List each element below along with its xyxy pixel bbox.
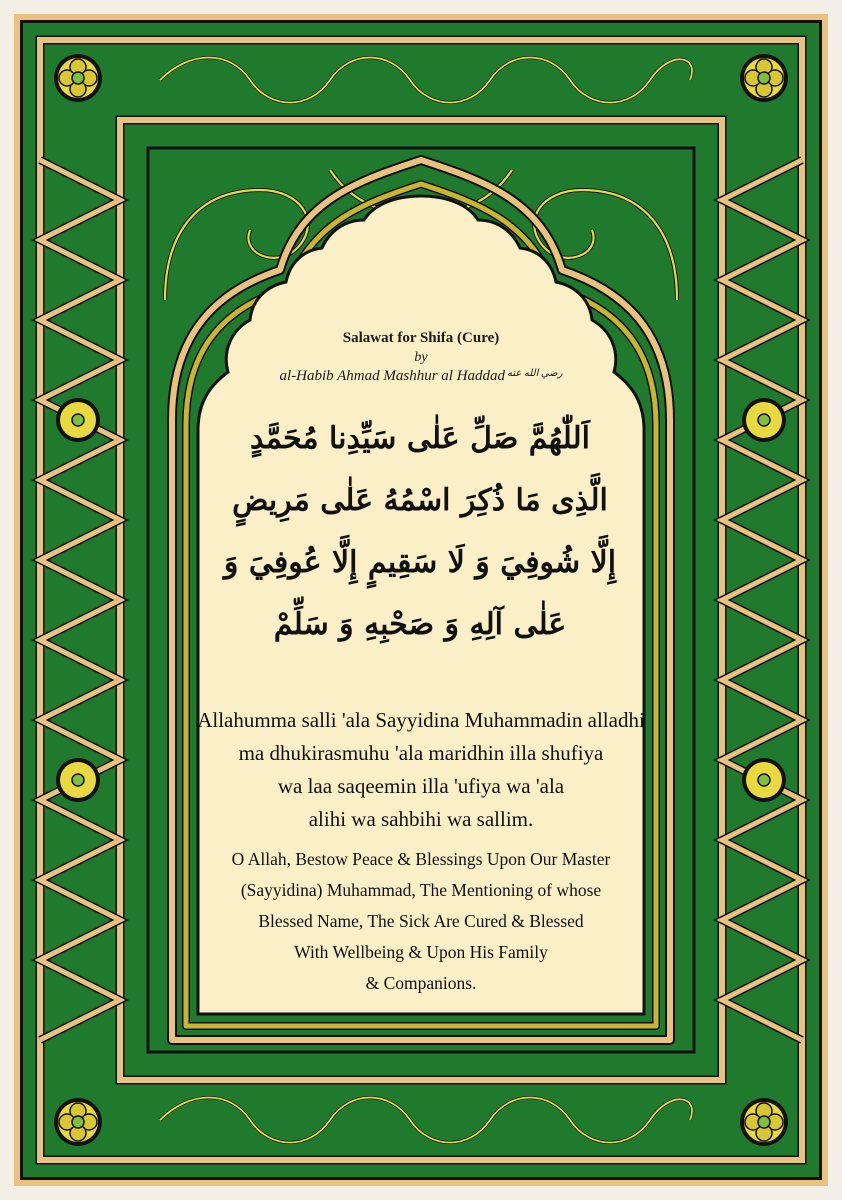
byline-by: by [414,350,428,365]
arabic-line: الَّذِى مَا ذُكِرَ اسْمُهُ عَلٰى مَرِيضٍ [232,483,608,518]
page-title: Salawat for Shifa (Cure) [342,330,500,346]
author-label: al-Habib Ahmad Mashhur al Haddad [279,368,506,384]
transliteration-line: Allahumma salli 'ala Sayyidina Muhammadin alladhi [197,708,645,732]
translation-line: (Sayyidina) Muhammad, The Mentioning of whose [240,880,602,900]
transliteration-text [170,704,672,836]
arabic-line: عَلٰى آلِهِ وَ صَحْبِهِ وَ سَلِّمْ [273,607,567,642]
arabic-line: اَللّٰهُمَّ صَلِّ عَلٰى سَيِّدِنا مُحَمَّدٍ [250,421,590,456]
transliteration-line: alihi wa sahbihi wa sallim. [308,807,534,831]
author-name [0,368,842,385]
arabic-line: إِلَّا شُوفِيَ وَ لَا سَقِيمٍ إِلَّا عُوفِيَ وَ [223,545,617,580]
translation-line: Blessed Name, The Sick Are Cured & Blessed [258,911,584,931]
translation-line: O Allah, Bestow Peace & Blessings Upon Our Master [231,849,611,869]
transliteration-line: ma dhukirasmuhu 'ala maridhin illa shufiya [238,741,604,765]
honorific-seal: رضي الله عنه [507,368,563,379]
arabic-text [170,408,670,656]
translation-line: & Companions. [365,973,477,993]
transliteration-line: wa laa saqeemin illa 'ufiya wa 'ala [277,774,565,798]
translation-text [190,844,652,999]
translation-line: With Wellbeing & Upon His Family [294,942,548,962]
